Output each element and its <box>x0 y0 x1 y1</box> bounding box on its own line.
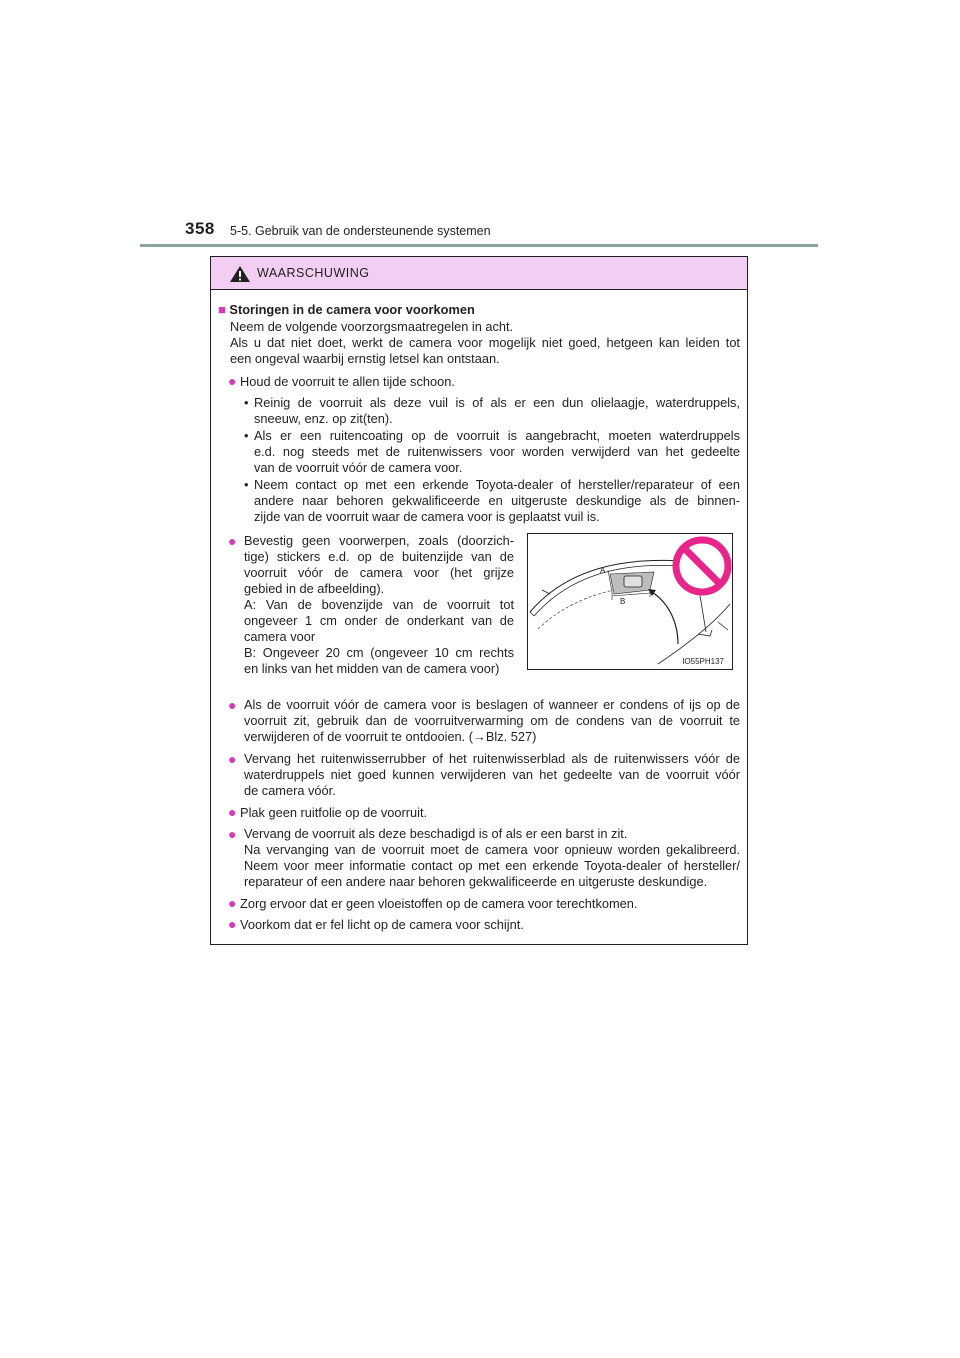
sub-bullet-icon: • <box>244 395 249 410</box>
circle-bullet-icon: ● <box>228 895 237 911</box>
section-title: 5-5. Gebruik van de ondersteunende systemen <box>230 224 491 238</box>
windshield-camera-figure <box>527 533 733 670</box>
list-item-line: de camera vóór. <box>244 783 336 798</box>
sub-item-line: Reinig de voorruit als deze vuil is of als er een dun olielaagje, waterdruppels, <box>254 395 740 410</box>
list-item-line: Als de voorruit vóór de camera voor is beslagen of wanneer er condens of ijs op de <box>244 697 740 712</box>
section-heading-text: Storingen in de camera voor voorkomen <box>229 302 475 317</box>
list-item-line: Neem voor meer informatie contact op met een erkende Toyota-dealer of hersteller/ <box>244 858 740 873</box>
header-rule <box>140 244 818 247</box>
circle-bullet-icon: ● <box>228 751 237 767</box>
circle-bullet-icon: ● <box>228 697 237 713</box>
list-item-line: waterdruppels niet goed kunnen verwijderen van het gedeelte van de voorruit vóór <box>244 767 740 782</box>
sub-bullet-icon: • <box>244 477 249 492</box>
sub-item-line: van de voorruit vóór de camera voor. <box>254 460 463 475</box>
list-item-line: ongeveer 1 cm onder de onderkant van de <box>244 613 514 628</box>
figure-code: IO55PH137 <box>682 657 724 666</box>
intro-line: een ongeval waarbij ernstig letsel kan ontstaan. <box>230 351 500 366</box>
intro-line: Als u dat niet doet, werkt de camera voor mogelijk niet goed, hetgeen kan leiden tot <box>230 335 740 350</box>
list-item-line: A: Van de bovenzijde van de voorruit tot <box>244 597 514 612</box>
sub-item-line: andere naar behoren gekwalificeerde en uitgeruste deskundige als de binnen- <box>254 493 740 508</box>
list-item-line: voorruit zit, gebruik dan de voorruitverwarming om de condens van de voorruit te <box>244 713 740 728</box>
list-item <box>228 916 524 933</box>
list-item-line: voorruit vóór de camera voor (het grijze <box>244 565 514 580</box>
list-item-line: reparateur of een andere naar behoren gekwalificeerde en uitgeruste deskundige. <box>244 874 708 889</box>
list-item-line: verwijderen of de voorruit te ontdooien. (→Blz. 527) <box>244 729 537 744</box>
list-item <box>228 804 427 821</box>
page-number: 358 <box>185 219 215 238</box>
list-item-line: gebied in de afbeelding). <box>244 581 385 596</box>
circle-bullet-icon: ● <box>228 916 237 932</box>
circle-bullet-icon: ● <box>228 804 237 820</box>
sub-item-line: Als er een ruitencoating op de voorruit is aangebracht, moeten waterdruppels <box>254 428 740 443</box>
sub-item-line: e.d. nog steeds met de ruitenwissers voor worden verwijderd van het gedeelte <box>254 444 740 459</box>
list-item-line: camera voor <box>244 629 316 644</box>
figure-label-a: A <box>600 566 606 575</box>
list-item-line: Na vervanging van de voorruit moet de camera voor opnieuw worden gekalibreerd. <box>244 842 740 857</box>
figure-label-b: B <box>620 597 626 606</box>
list-item-line: tige) stickers e.d. op de buitenzijde van de <box>244 549 514 564</box>
list-item-text: Houd de voorruit te allen tijde schoon. <box>240 374 455 389</box>
list-item-line: en links van het midden van de camera voor) <box>244 661 500 676</box>
list-item-line: Bevestig geen voorwerpen, zoals (doorzich- <box>244 533 514 548</box>
windshield-illustration <box>528 534 732 669</box>
warning-title: WAARSCHUWING <box>257 266 370 280</box>
section-heading <box>218 302 475 318</box>
square-bullet-icon: ■ <box>218 302 226 317</box>
intro-line: Neem de volgende voorzorgsmaatregelen in acht. <box>230 319 514 334</box>
list-item-line: Vervang de voorruit als deze beschadigd is of als er een barst in zit. <box>244 826 628 841</box>
list-item-text: Voorkom dat er fel licht op de camera voor schijnt. <box>240 917 524 932</box>
list-item-text: Plak geen ruitfolie op de voorruit. <box>240 805 428 820</box>
list-item <box>228 373 455 390</box>
warning-body <box>211 257 747 944</box>
list-item-text: Zorg ervoor dat er geen vloeistoffen op de camera voor terechtkomen. <box>240 896 638 911</box>
circle-bullet-icon: ● <box>228 533 237 549</box>
sub-bullet-icon: • <box>244 428 249 443</box>
circle-bullet-icon: ● <box>228 373 237 389</box>
circle-bullet-icon: ● <box>228 826 237 842</box>
list-item-line: B: Ongeveer 20 cm (ongeveer 10 cm rechts <box>244 645 514 660</box>
list-item <box>228 895 637 912</box>
warning-box <box>210 256 748 945</box>
sub-item-line: zijde van de voorruit waar de camera voor is geplaatst vuil is. <box>254 509 600 524</box>
sub-item-line: sneeuw, enz. op zit(ten). <box>254 411 393 426</box>
list-item-line: Vervang het ruitenwisserrubber of het ruitenwisserblad als de ruitenwissers vóór de <box>244 751 740 766</box>
sub-item-line: Neem contact op met een erkende Toyota-dealer of hersteller/reparateur of een <box>254 477 740 492</box>
